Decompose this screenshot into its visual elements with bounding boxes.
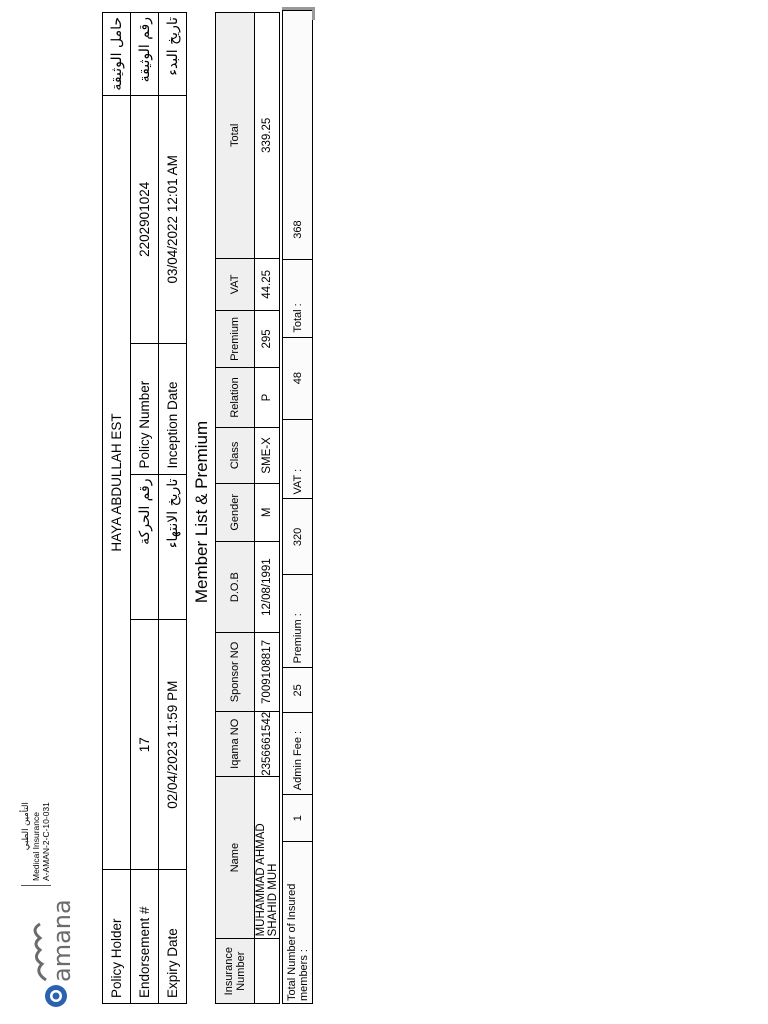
logo-tagline-arabic: التأمين الطبي (21, 802, 31, 851)
endorsement-label-arabic: رقم الحركة (131, 474, 159, 620)
policy-header-table (102, 12, 187, 1004)
policy-holder-row (103, 13, 131, 1004)
cell-dob: 12/08/1991 (255, 542, 280, 633)
totals-row (283, 11, 313, 1004)
column-header-premium: Premium (216, 311, 255, 368)
cell-name: MUHAMMAD AHMAD SHAHID MUH (255, 776, 280, 939)
amana-logo-mark (16, 890, 74, 1010)
policy-holder-label-arabic: حامل الوثيقة (103, 13, 131, 96)
table-row (255, 13, 280, 1004)
cell-premium: 295 (255, 311, 280, 368)
amana-logo (16, 890, 74, 1010)
expiry-date-label-arabic: تاريخ الانتهاء (159, 474, 187, 620)
column-header-gender: Gender (216, 483, 255, 541)
policy-number-value: 2202901024 (131, 95, 159, 343)
grand-total-value: 368 (283, 11, 313, 260)
section-title: Member List & Premium (192, 420, 211, 604)
column-header-iqama-no: Iqama NO (216, 711, 255, 776)
expiry-date-label: Expiry Date (159, 870, 187, 1004)
column-header-name: Name (216, 776, 255, 939)
amana-logo-wordmark: amana (48, 899, 74, 982)
premium-total-label: Premium : (283, 575, 313, 668)
cell-insurance-number (255, 939, 280, 1004)
cell-relation: P (255, 367, 280, 428)
cell-total: 339.25 (255, 13, 280, 259)
vat-total-label: VAT : (283, 419, 313, 499)
column-header-sponsor-no: Sponsor NO (216, 633, 255, 712)
inception-date-value: 03/04/2022 12:01 AM (159, 95, 187, 343)
cell-vat: 44.25 (255, 258, 280, 310)
total-insured-label: Total Number of Insured members : (283, 842, 313, 1004)
column-header-total: Total (216, 13, 255, 259)
policy-number-label: Policy Number (131, 343, 159, 474)
column-header-class: Class (216, 428, 255, 483)
inception-date-label-arabic: تاريخ البدء (159, 13, 187, 96)
vat-total-value: 48 (283, 337, 313, 419)
inception-date-label: Inception Date (159, 343, 187, 474)
cell-iqama-no: 2356661542 (255, 711, 280, 776)
total-insured-value: 1 (283, 795, 313, 842)
admin-fee-label: Admin Fee : (283, 713, 313, 795)
column-header-relation: Relation (216, 367, 255, 428)
totals-box-shadow-edge (282, 7, 315, 20)
column-header-dob: D.O.B (216, 542, 255, 633)
totals-summary-table (282, 10, 313, 1004)
column-header-vat: VAT (216, 258, 255, 310)
premium-total-value: 320 (283, 499, 313, 575)
logo-tagline (21, 802, 51, 886)
cell-sponsor-no: 7009108817 (255, 633, 280, 712)
endorsement-value: 17 (131, 620, 159, 870)
member-list-header-row (216, 13, 255, 1004)
column-header-insurance-number: Insurance Number (216, 939, 255, 1004)
policy-number-label-arabic: رقم الوثيقة (131, 13, 159, 96)
dates-row (159, 13, 187, 1004)
expiry-date-value: 02/04/2023 11:59 PM (159, 620, 187, 870)
endorsement-row (131, 13, 159, 1004)
logo-code: A-AMAN-2-C-10-031 (41, 802, 51, 881)
endorsement-label: Endorsement # (131, 870, 159, 1004)
grand-total-label: Total : (283, 259, 313, 337)
cell-class: SME-X (255, 428, 280, 483)
cell-gender: M (255, 483, 280, 541)
policy-holder-value: HAYA ABDULLAH EST (103, 95, 131, 869)
admin-fee-value: 25 (283, 668, 313, 713)
member-list-table (215, 12, 280, 1004)
logo-tagline-english: Medical Insurance (31, 812, 41, 881)
policy-holder-label: Policy Holder (103, 870, 131, 1004)
